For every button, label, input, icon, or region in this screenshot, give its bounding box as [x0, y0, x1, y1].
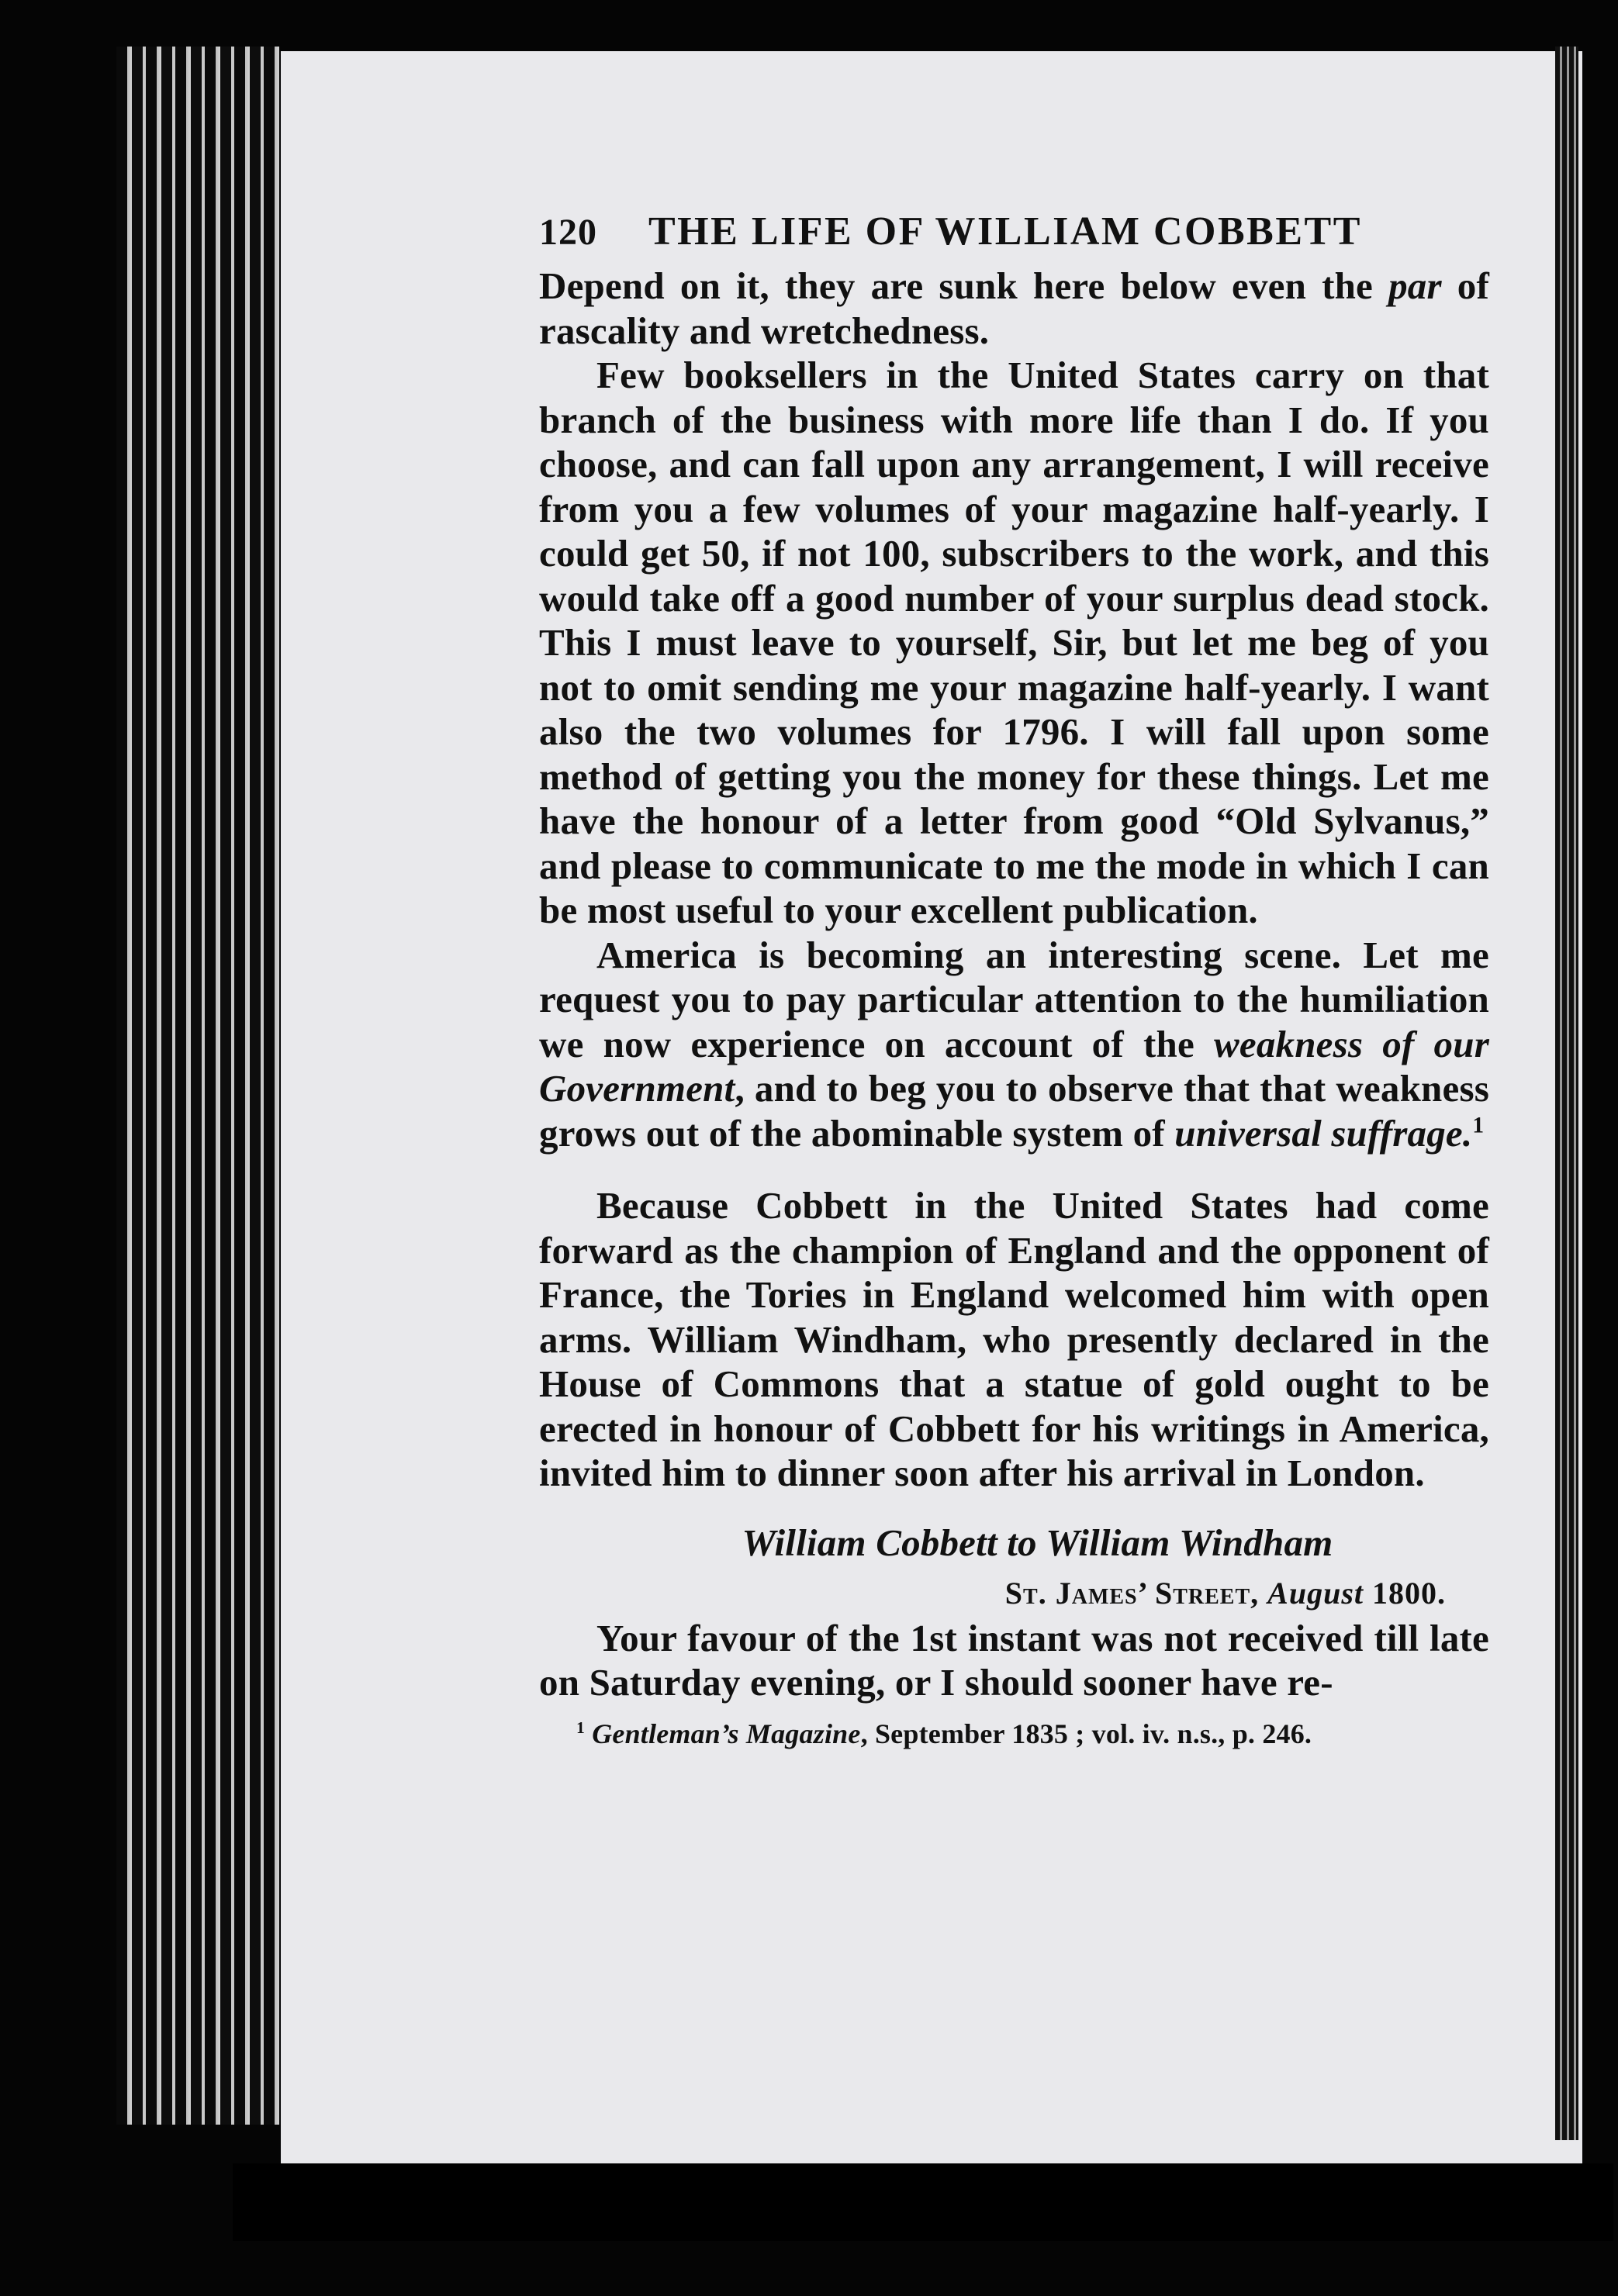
paragraph: [539, 264, 1489, 353]
running-title: THE LIFE OF WILLIAM COBBETT: [648, 209, 1362, 254]
paragraph: Your favour of the 1st instant was not received till late on Saturday evening, or I should sooner have re-: [539, 1616, 1489, 1704]
footnote-ref: 1: [1472, 1113, 1485, 1138]
italic-text: par: [1388, 264, 1442, 307]
paragraph: Few booksellers in the United States carry on that branch of the business with more life than I do. If you choose, and can fall upon any arrangement, I will receive from you a few volumes of your magazine half-yearly. I could get 50, if not 100, subscribers to the work, and this would take off a good number of your surplus dead stock. This I must leave to yourself, Sir, but let me beg of you not to omit sending me your magazine half-yearly. I want also the two volumes for 1796. I will fall upon some method of getting you the money for these things. Let me have the honour of a letter from good “Old Sylvanus,” and please to communicate to me the mode in which I can be most useful to your excellent publication.: [539, 354, 1489, 931]
text-run: of rascality and wretchedness.: [539, 264, 1489, 352]
dateline: [539, 1571, 1446, 1616]
scan-border: [233, 2163, 1613, 2241]
page-right-edge: [1555, 47, 1578, 2140]
paragraph: [539, 933, 1489, 1156]
paragraph: Because Cobbett in the United States had come forward as the champion of England and the opponent of France, the Tories in England welcomed him with open arms. William Windham, who presently declared in the House of Commons that a statue of gold ought to be erected in honour of Cobbett for his writings in America, invited him to dinner soon after his arrival in London.: [539, 1184, 1489, 1494]
italic-text: weakness of our Government: [539, 1022, 1489, 1110]
page-text: [539, 209, 1489, 1752]
page-number: 120: [539, 212, 597, 253]
running-head: [539, 209, 1489, 264]
dateline-year: 1800.: [1372, 1576, 1446, 1611]
italic-text: universal suffrage.: [1174, 1111, 1473, 1155]
footnote-text: , September 1835 ; vol. iv. n.s., p. 246.: [860, 1718, 1312, 1749]
text-run: Depend on it, they are sunk here below even the: [539, 264, 1389, 307]
footnote-mark: 1: [576, 1718, 585, 1737]
text-run: , and to beg you to observe that that weakness grows out of the abominable system of: [539, 1067, 1489, 1155]
footnote: [576, 1716, 1489, 1752]
letter-heading: William Cobbett to William Windham: [742, 1521, 1333, 1564]
footnote-source: Gentleman’s Magazine: [592, 1718, 861, 1749]
dateline-month: August: [1267, 1576, 1364, 1611]
dateline-place: St. James’ Street,: [1004, 1576, 1260, 1611]
text-run: America is becoming an interesting scene. Let me request you to pay particular attention to the humiliation we now experience on account of the: [539, 933, 1489, 1065]
book-edge: [116, 47, 279, 2125]
